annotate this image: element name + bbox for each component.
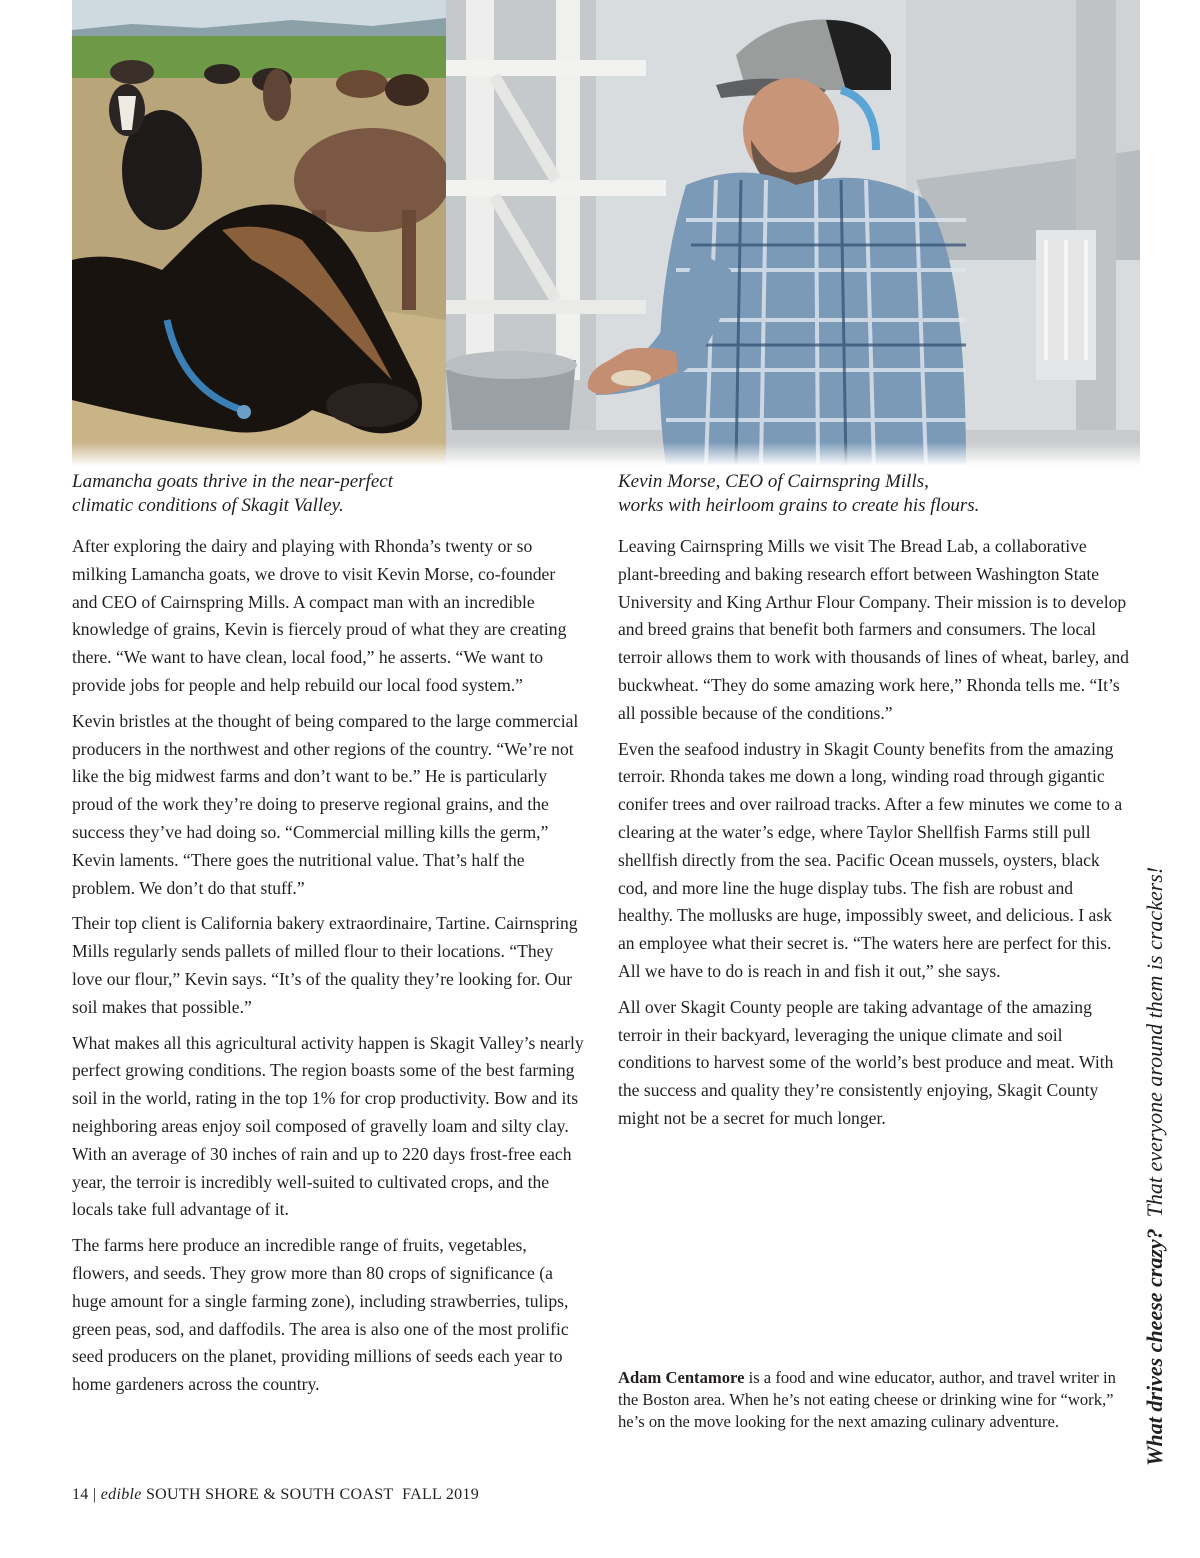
right-column (618, 533, 1132, 1141)
paragraph: After exploring the dairy and playing with Rhonda’s twenty or so milking Lamancha goats, we drove to visit Kevin Morse, co-founder and CEO of Cairnspring Mills. A compact man with an incredible knowledge of grains, Kevin is fiercely proud of what they are creating there. “We want to have clean, local food,” he asserts. “We want to provide jobs for people and help rebuild our local food system.” (72, 536, 567, 695)
footer-separator: | (92, 1486, 97, 1503)
goats-photo (72, 0, 446, 466)
author-bio-text: is a food and wine educator, author, and travel writer in the Boston area. When he’s not eating cheese or drinking wine for “work,” he’s on the move looking for the next amazing culinary adventure. (618, 1368, 1116, 1431)
author-bio (618, 1367, 1118, 1433)
caption-line: climatic conditions of Skagit Valley. (72, 495, 344, 516)
paragraph: The farms here produce an incredible range of fruits, vegetables, flowers, and seeds. They grow more than 80 crops of significance (a huge amount for a single farming zone), including strawberries, tulips, green peas, sod, and daffodils. The area is also one of the most prolific seed producers on the planet, providing millions of seeds each year to home gardeners across the country. (72, 1235, 569, 1395)
paragraph: What makes all this agricultural activity happen is Skagit Valley’s nearly perfect growing conditions. The region boasts some of the best farming soil in the world, rating in the top 1% for crop productivity. Bow and its neighboring areas enjoy soil composed of gravelly loam and silty clay. With an average of 30 inches of rain and up to 220 days frost-free each year, the terroir is incredibly well-suited to cultivated crops, and the locals take full advantage of it. (72, 1032, 584, 1220)
magazine-brand-italic: edible (100, 1486, 142, 1503)
caption-line: works with heirloom grains to create his flours. (618, 495, 980, 516)
vertical-joke (1140, 866, 1170, 1466)
page-number: 14 (72, 1486, 89, 1503)
paragraph: All over Skagit County people are taking advantage of the amazing terroir in their backyard, leveraging the unique climate and soil conditions to harvest some of the world’s best produce and meat. With the success and quality they’re consistently enjoying, Skagit County might not be a secret for much longer. (618, 996, 1114, 1128)
joke-answer: That everyone around them is crackers! (1142, 866, 1167, 1218)
paragraph: Even the seafood industry in Skagit County benefits from the amazing terroir. Rhonda takes me down a long, winding road through gigantic conifer trees and over railroad tracks. After a few minutes we come to a clearing at the water’s edge, where Taylor Shellfish Farms still pull shellfish directly from the sea. Pacific Ocean mussels, oysters, black cod, and more line the huge display tubs. The fish are robust and healthy. The mollusks are huge, impossibly sweet, and delicious. I ask an employee what their secret is. “The waters here are perfect for this. All we have to do is reach in and fish it out,” she says. (618, 738, 1123, 981)
photo-strip (72, 0, 1140, 466)
issue-date: FALL 2019 (402, 1486, 480, 1503)
caption-line: Lamancha goats thrive in the near-perfect (72, 471, 393, 492)
kevin-caption (618, 470, 1138, 518)
paragraph: Kevin bristles at the thought of being compared to the large commercial producers in the northwest and other regions of the country. “We’re not like the big midwest farms and don’t want to be.” He is particularly proud of the work they’re doing to preserve regional grains, and the success they’ve had doing so. “Commercial milling kills the germ,” Kevin laments. “There goes the nutritional value. That’s half the problem. We don’t do that stuff.” (72, 710, 579, 898)
left-column (72, 533, 584, 1407)
page-footer (72, 1486, 479, 1504)
mill-photo (446, 0, 1140, 466)
joke-question: What drives cheese crazy? (1142, 1228, 1167, 1466)
caption-line: Kevin Morse, CEO of Cairnspring Mills, (618, 471, 929, 492)
paragraph: Their top client is California bakery extraordinaire, Tartine. Cairnspring Mills regularly sends pallets of milled flour to their locations. “They love our flour,” Kevin says. “It’s of the quality they’re looking for. Our soil makes that possible.” (72, 913, 578, 1017)
goats-caption (72, 470, 542, 518)
photo-fade (72, 442, 1140, 466)
author-name: Adam Centamore (618, 1368, 745, 1387)
paragraph: Leaving Cairnspring Mills we visit The Bread Lab, a collaborative plant-breeding and baking research effort between Washington State University and King Arthur Flour Company. Their mission is to develop and breed grains that benefit both farmers and consumers. The local terroir allows them to work with thousands of lines of wheat, barley, and buckwheat. “They do some amazing work here,” Rhonda tells me. “It’s all possible because of the conditions.” (618, 536, 1129, 723)
magazine-brand-name: SOUTH SHORE & SOUTH COAST (145, 1486, 394, 1503)
